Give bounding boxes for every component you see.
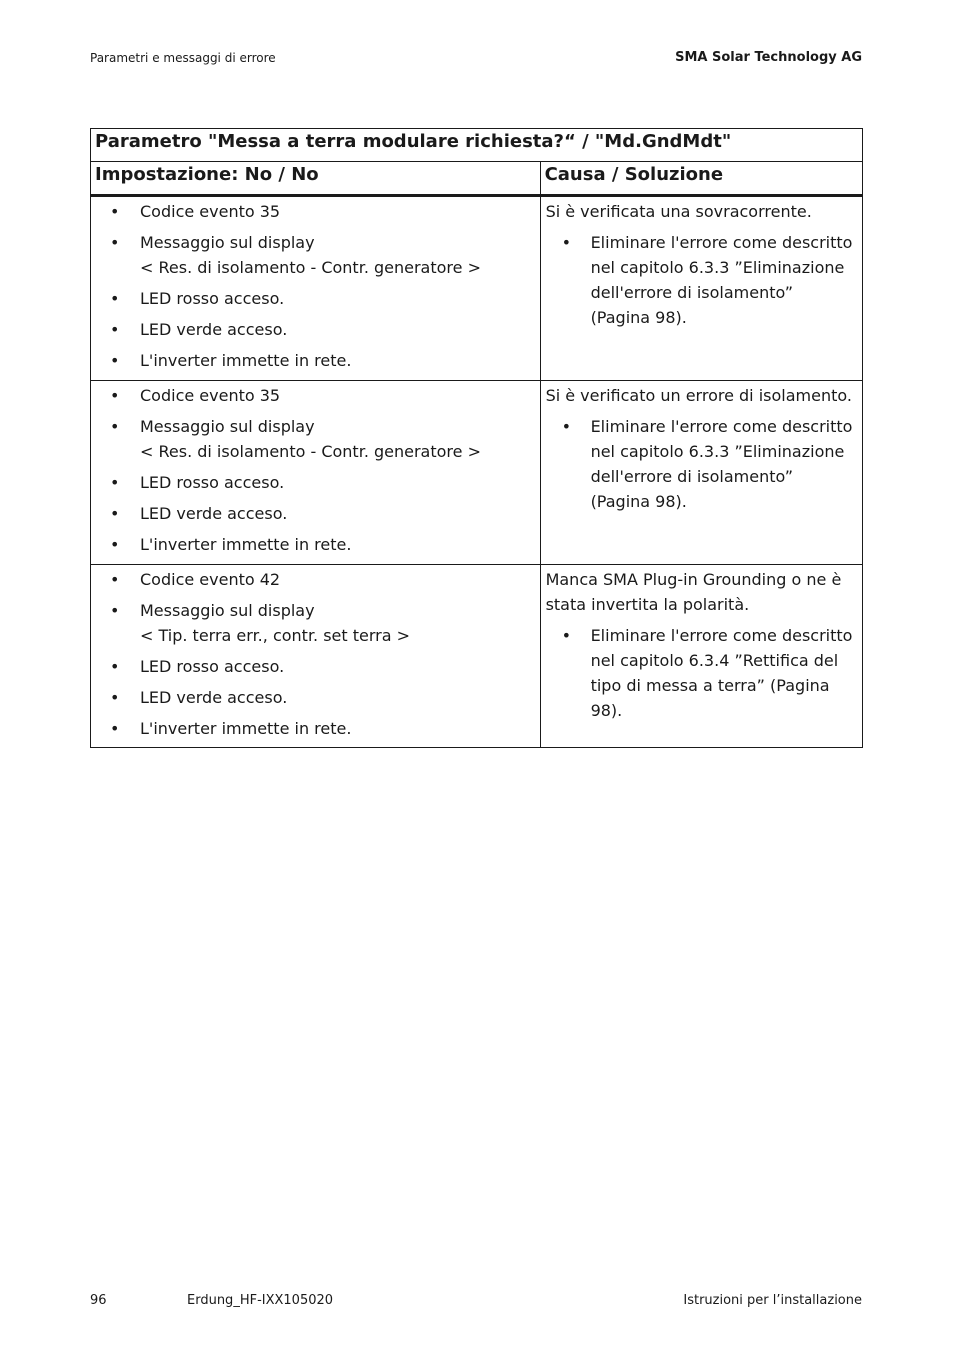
cause-cell	[540, 196, 862, 381]
solution-item: • Eliminare l'errore come descritto nel capitolo 6.3.3 ”Eliminazione dell'errore di isolamento” (Pagina 98).	[546, 230, 858, 330]
solution-item: • Eliminare l'errore come descritto nel capitolo 6.3.3 ”Eliminazione dell'errore di isolamento” (Pagina 98).	[546, 414, 858, 514]
list-item: • Codice evento 35	[91, 383, 536, 408]
cause-text: Manca SMA Plug-in Grounding o ne è stata invertita la polarità.	[545, 570, 842, 614]
document-id: Erdung_HF-IXX105020	[187, 1293, 334, 1308]
indicator-list	[91, 567, 536, 741]
indicator-list	[91, 199, 536, 373]
list-item: • Codice evento 42	[91, 567, 536, 592]
document-type: Istruzioni per l’installazione	[683, 1293, 862, 1308]
list-item: • L'inverter immette in rete.	[91, 716, 536, 741]
list-item: • LED verde acceso.	[91, 317, 536, 342]
list-item: • LED verde acceso.	[91, 685, 536, 710]
column-header-cause: Causa / Soluzione	[540, 162, 862, 196]
indicator-list	[91, 383, 536, 557]
list-item: • LED verde acceso.	[91, 501, 536, 526]
cause-cell	[540, 565, 862, 748]
list-item: • Messaggio sul display < Res. di isolamento - Contr. generatore >	[91, 414, 536, 464]
table-row	[91, 196, 863, 381]
table-row	[91, 381, 863, 565]
cause-text: Si è verificato un errore di isolamento.	[545, 386, 852, 405]
list-item: • LED rosso acceso.	[91, 286, 536, 311]
list-item: • LED rosso acceso.	[91, 470, 536, 495]
setting-cell	[91, 196, 541, 381]
page-number: 96	[90, 1293, 107, 1308]
table-row	[91, 565, 863, 748]
setting-cell	[91, 565, 541, 748]
list-item: • LED rosso acceso.	[91, 654, 536, 679]
table-title: Parametro "Messa a terra modulare richiesta?“ / "Md.GndMdt"	[91, 129, 863, 162]
cause-text: Si è verificata una sovracorrente.	[545, 202, 812, 221]
list-item: • L'inverter immette in rete.	[91, 348, 536, 373]
list-item: • Messaggio sul display < Tip. terra err., contr. set terra >	[91, 598, 536, 648]
header-company: SMA Solar Technology AG	[675, 50, 862, 65]
parameter-table	[90, 128, 863, 748]
list-item: • L'inverter immette in rete.	[91, 532, 536, 557]
cause-cell	[540, 381, 862, 565]
header-section-title: Parametri e messaggi di errore	[90, 51, 276, 65]
list-item: • Codice evento 35	[91, 199, 536, 224]
list-item: • Messaggio sul display < Res. di isolamento - Contr. generatore >	[91, 230, 536, 280]
setting-cell	[91, 381, 541, 565]
solution-item: • Eliminare l'errore come descritto nel capitolo 6.3.4 ”Rettifica del tipo di messa a terra” (Pagina 98).	[546, 623, 858, 723]
column-header-setting: Impostazione: No / No	[91, 162, 541, 196]
